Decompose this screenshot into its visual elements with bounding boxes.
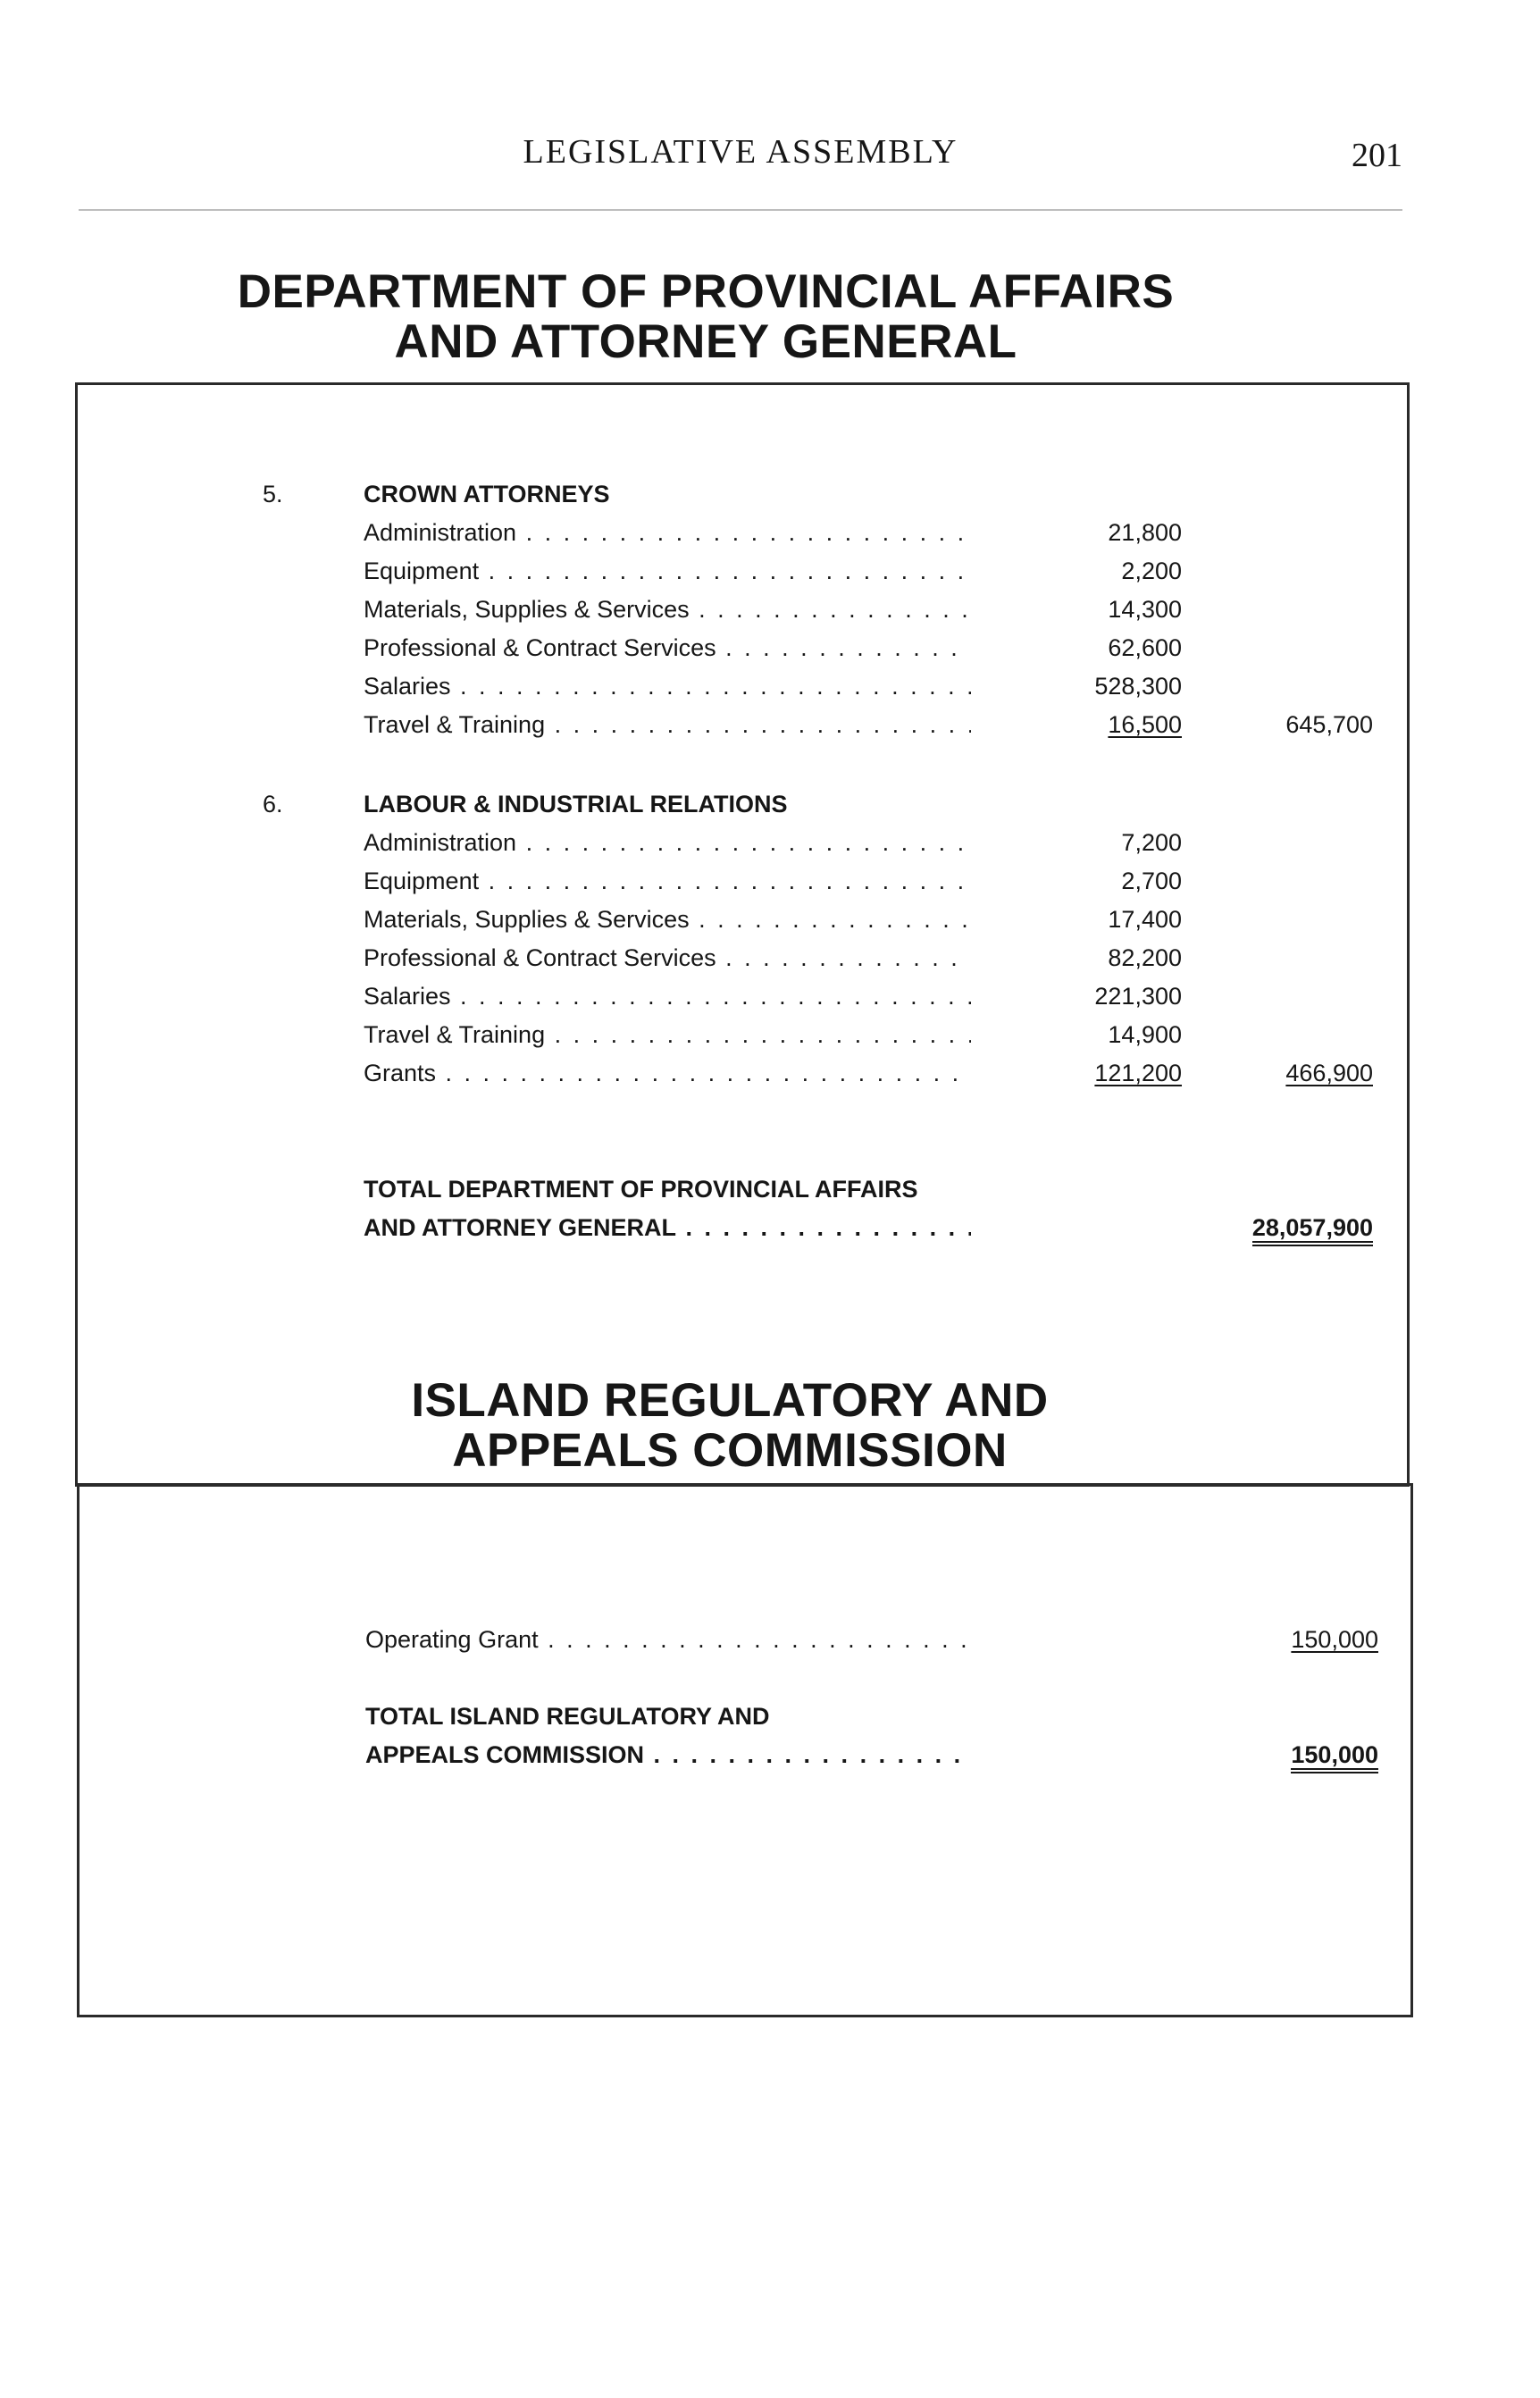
line-item-amount: 150,000 [1291,1626,1378,1653]
section-header [78,474,1407,514]
department-title-line1: DEPARTMENT OF PROVINCIAL AFFAIRS [237,265,1175,318]
section-header [78,784,1407,824]
commission-total-amount: 150,000 [1291,1741,1378,1773]
line-item [78,823,1407,862]
line-item [78,628,1407,667]
grand-total-amount-wrap [1221,1208,1373,1247]
page-number: 201 [1352,137,1402,174]
line-item-amount: 121,200 [1094,1060,1182,1086]
section-number: 5. [263,481,283,507]
line-item-label: Travel & Training . . . [364,705,971,744]
line-item-amount: 82,200 [1108,944,1182,971]
commission-total-caption [80,1697,1410,1736]
section-title: LABOUR & INDUSTRIAL RELATIONS [364,791,788,818]
department-title-line2: AND ATTORNEY GENERAL [394,315,1017,368]
commission-total-amount-wrap [1226,1735,1378,1774]
line-item-amount: 2,200 [1121,558,1182,584]
department-box [75,382,1410,1487]
line-item-amount: 14,900 [1108,1021,1182,1048]
commission-box [77,1483,1413,2017]
line-item [78,861,1407,901]
line-item [80,1620,1410,1659]
grand-total-amount: 28,057,900 [1252,1214,1373,1246]
running-title: LEGISLATIVE ASSEMBLY [523,133,958,171]
line-item-label: Equipment . . . [364,551,971,591]
line-item [78,513,1407,552]
line-item [78,938,1407,977]
line-item-label: Materials, Supplies & Services . . . [364,900,971,939]
line-item-amount: 2,700 [1121,868,1182,894]
commission-total-label-line1: TOTAL ISLAND REGULATORY AND [365,1703,770,1730]
line-item-label: Professional & Contract Services . . . [364,628,971,667]
line-item-amount: 17,400 [1108,906,1182,933]
commission-title-line1: ISLAND REGULATORY AND [411,1374,1049,1427]
commission-total-row [80,1735,1410,1774]
line-item-amount: 16,500 [1108,711,1182,738]
grand-total-label-line1: TOTAL DEPARTMENT OF PROVINCIAL AFFAIRS [364,1176,918,1203]
grand-total-label-line2: AND ATTORNEY GENERAL . . . [364,1208,971,1247]
line-item-label: Materials, Supplies & Services . . . [364,590,971,629]
line-item-label: Salaries . . . [364,667,971,706]
line-item-label: Administration . . . [364,823,971,862]
section-number: 6. [263,791,283,818]
line-item-amount: 221,300 [1094,983,1182,1010]
line-item-label: Grants . . . [364,1053,971,1093]
section-total: 645,700 [1285,711,1373,738]
line-item-label: Travel & Training . . . [364,1015,971,1054]
line-item [78,1015,1407,1054]
line-item-label: Administration . . . [364,513,971,552]
section-title: CROWN ATTORNEYS [364,481,610,507]
grand-total-row [78,1208,1407,1247]
line-item [78,900,1407,939]
line-item-amount: 62,600 [1108,634,1182,661]
line-item [78,1053,1407,1093]
section-total: 466,900 [1285,1060,1373,1086]
commission-title-line2: APPEALS COMMISSION [452,1424,1008,1477]
grand-total-caption [78,1170,1407,1209]
line-item [78,977,1407,1016]
line-item-label: Salaries . . . [364,977,971,1016]
line-item [78,590,1407,629]
line-item-amount: 21,800 [1108,519,1182,546]
line-item-amount: 14,300 [1108,596,1182,623]
line-item-label: Equipment . . . [364,861,971,901]
line-item [78,551,1407,591]
page-header [79,132,1402,211]
line-item-label: Operating Grant . . . [365,1620,973,1659]
line-item [78,667,1407,706]
line-item-amount: 528,300 [1094,673,1182,700]
line-item-amount: 7,200 [1121,829,1182,856]
line-item-label: Professional & Contract Services . . . [364,938,971,977]
line-item [78,705,1407,744]
commission-total-label-line2: APPEALS COMMISSION . . . [365,1735,973,1774]
